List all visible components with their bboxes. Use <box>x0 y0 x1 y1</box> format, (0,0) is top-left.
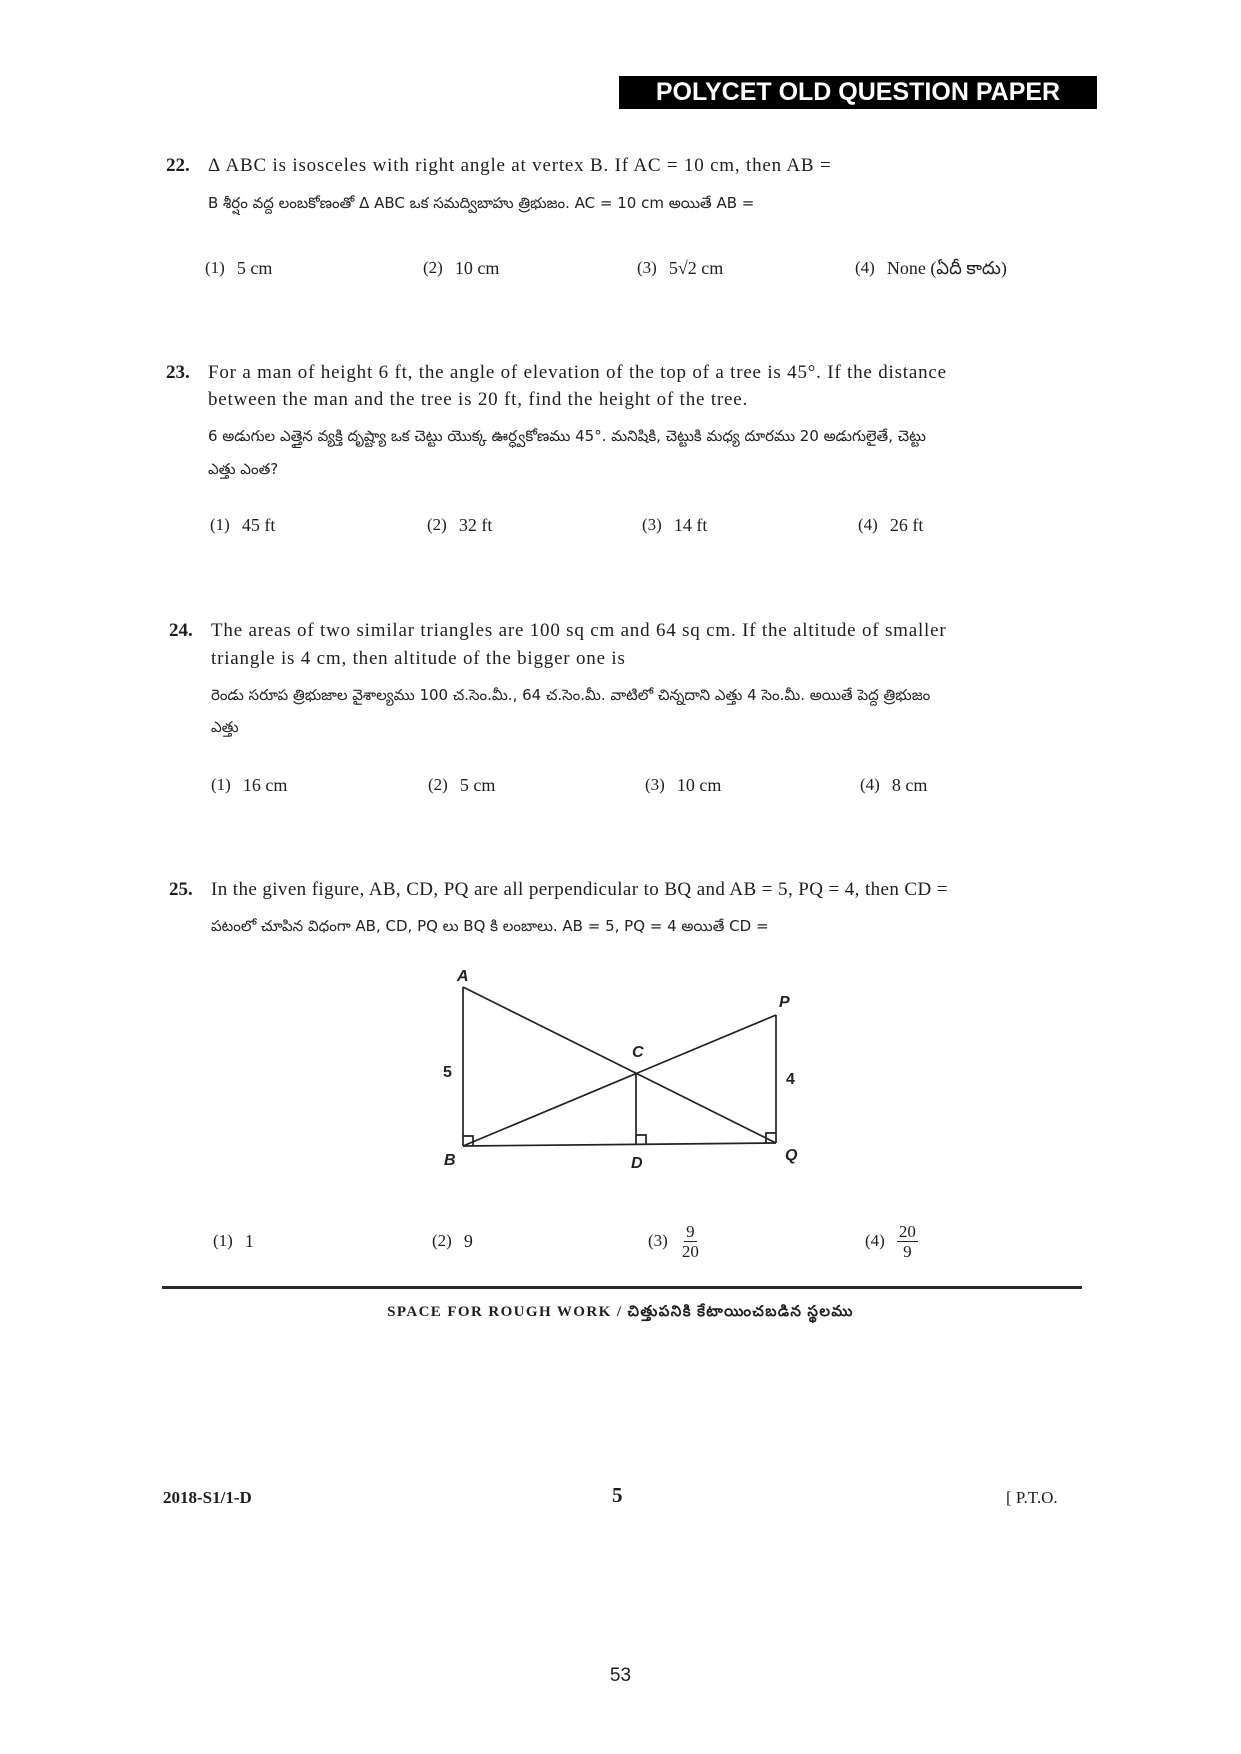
option-text: 45 ft <box>241 515 276 535</box>
fraction-numerator: 20 <box>898 1221 916 1241</box>
option-number: (4) <box>858 515 878 534</box>
geometry-figure <box>420 960 820 1175</box>
header-banner: POLYCET OLD QUESTION PAPER <box>619 76 1097 109</box>
option-2 <box>427 512 492 538</box>
option-text: 5 cm <box>236 258 273 278</box>
options-list <box>0 255 1241 281</box>
question-text-telugu: పటంలో చూపిన విధంగా AB, CD, PQ లు BQ కి లంబాలు. AB = 5, PQ = 4 అయితే CD = <box>211 917 769 935</box>
fraction-denominator: 9 <box>903 1241 912 1261</box>
option-1 <box>211 772 287 798</box>
question-text-english: The areas of two similar triangles are 100 sq cm and 64 sq cm. If the altitude of smaller <box>211 620 947 641</box>
question-text-english: In the given figure, AB, CD, PQ are all perpendicular to BQ and AB = 5, PQ = 4, then CD = <box>211 879 948 900</box>
side-label-pq: 4 <box>786 1071 795 1088</box>
option-text: 14 ft <box>673 515 708 535</box>
option-number: (3) <box>645 775 665 794</box>
option-number: (1) <box>211 775 231 794</box>
divider-line <box>162 1286 1082 1289</box>
option-1 <box>213 1219 254 1263</box>
question-number: 25. <box>169 879 193 900</box>
option-number: (1) <box>210 515 230 534</box>
option-4 <box>858 512 923 538</box>
option-4 <box>855 255 1007 281</box>
option-text: 10 cm <box>454 258 500 278</box>
rough-work-caption: SPACE FOR ROUGH WORK / చిత్తుపనికి కేటాయించబడిన స్థలము <box>387 1304 854 1320</box>
option-1 <box>205 255 272 281</box>
question-number: 23. <box>166 362 190 383</box>
vertex-label-c: C <box>632 1044 644 1061</box>
option-2 <box>428 772 495 798</box>
option-text: 8 cm <box>891 775 928 795</box>
vertex-label-q: Q <box>785 1147 798 1164</box>
option-number: (1) <box>205 258 225 277</box>
option-number: (2) <box>427 515 447 534</box>
option-fraction <box>897 1222 918 1261</box>
option-number: (2) <box>432 1231 452 1250</box>
option-3 <box>645 772 721 798</box>
option-2 <box>423 255 499 281</box>
segment-aq <box>463 987 776 1143</box>
fraction-numerator: 9 <box>686 1221 695 1241</box>
option-text: 26 ft <box>889 515 924 535</box>
option-number: (2) <box>428 775 448 794</box>
question-text-english: triangle is 4 cm, then altitude of the bigger one is <box>211 648 626 669</box>
option-3 <box>637 255 723 281</box>
option-text: None (ఏదీ కాదు) <box>886 258 1007 278</box>
segment-bq <box>463 1143 776 1146</box>
option-number: (3) <box>642 515 662 534</box>
paper-code: 2018-S1/1-D <box>163 1488 252 1507</box>
option-number: (2) <box>423 258 443 277</box>
option-4 <box>860 772 927 798</box>
options-list <box>0 512 1241 538</box>
option-text: 9 <box>463 1231 473 1251</box>
option-number: (4) <box>860 775 880 794</box>
option-2 <box>432 1219 473 1263</box>
question-text-english: For a man of height 6 ft, the angle of elevation of the top of a tree is 45°. If the distance <box>208 362 947 383</box>
option-fraction <box>680 1222 701 1261</box>
option-number: (3) <box>637 258 657 277</box>
option-text: 10 cm <box>676 775 722 795</box>
option-text: 16 cm <box>242 775 288 795</box>
question-number: 22. <box>166 155 190 176</box>
option-text: 5√2 cm <box>668 258 724 278</box>
question-text-telugu: ఎత్తు ఎంత? <box>208 460 279 478</box>
vertex-label-d: D <box>631 1155 643 1172</box>
question-text-telugu: ఎత్తు <box>211 718 239 736</box>
question-text-english: Δ ABC is isosceles with right angle at vertex B. If AC = 10 cm, then AB = <box>208 155 832 176</box>
option-text: 1 <box>244 1231 254 1251</box>
question-number: 24. <box>169 620 193 641</box>
vertex-label-a: A <box>457 968 469 985</box>
question-text-telugu: 6 అడుగుల ఎత్తైన వ్యక్తి దృష్ట్యా ఒక చెట్టు యొక్క ఊర్ధ్వకోణము 45°. మనిషికి, చెట్టుకి మధ్య దూరము 20 అడుగులైతే, చెట్టు <box>208 427 926 445</box>
option-text: 32 ft <box>458 515 493 535</box>
booklet-page-number: 5 <box>612 1483 623 1507</box>
pto-note: [ P.T.O. <box>1006 1488 1058 1507</box>
question-text-telugu: B శీర్షం వద్ద లంబకోణంతో Δ ABC ఒక సమద్విబాహు త్రిభుజం. AC = 10 cm అయితే AB = <box>208 194 755 212</box>
option-number: (1) <box>213 1231 233 1250</box>
vertex-label-p: P <box>779 994 790 1011</box>
options-list <box>0 1219 1241 1263</box>
option-number: (4) <box>865 1231 885 1250</box>
document-page-number: 53 <box>609 1665 632 1686</box>
option-number: (3) <box>648 1231 668 1250</box>
side-label-ab: 5 <box>443 1064 452 1081</box>
fraction-denominator: 20 <box>681 1241 699 1261</box>
options-list <box>0 772 1241 798</box>
option-3 <box>648 1219 701 1263</box>
option-3 <box>642 512 707 538</box>
question-text-telugu: రెండు సరూప త్రిభుజాల వైశాల్యము 100 చ.సెం.మీ., 64 చ.సెం.మీ. వాటిలో చిన్నదాని ఎత్తు 4 సెం.మీ. అయితే పెద్ద త్రిభుజం <box>211 686 931 704</box>
option-1 <box>210 512 275 538</box>
option-4 <box>865 1219 918 1263</box>
option-text: 5 cm <box>459 775 496 795</box>
vertex-label-b: B <box>444 1152 456 1169</box>
option-number: (4) <box>855 258 875 277</box>
question-text-english: between the man and the tree is 20 ft, find the height of the tree. <box>208 389 749 410</box>
segment-bp <box>463 1015 776 1146</box>
